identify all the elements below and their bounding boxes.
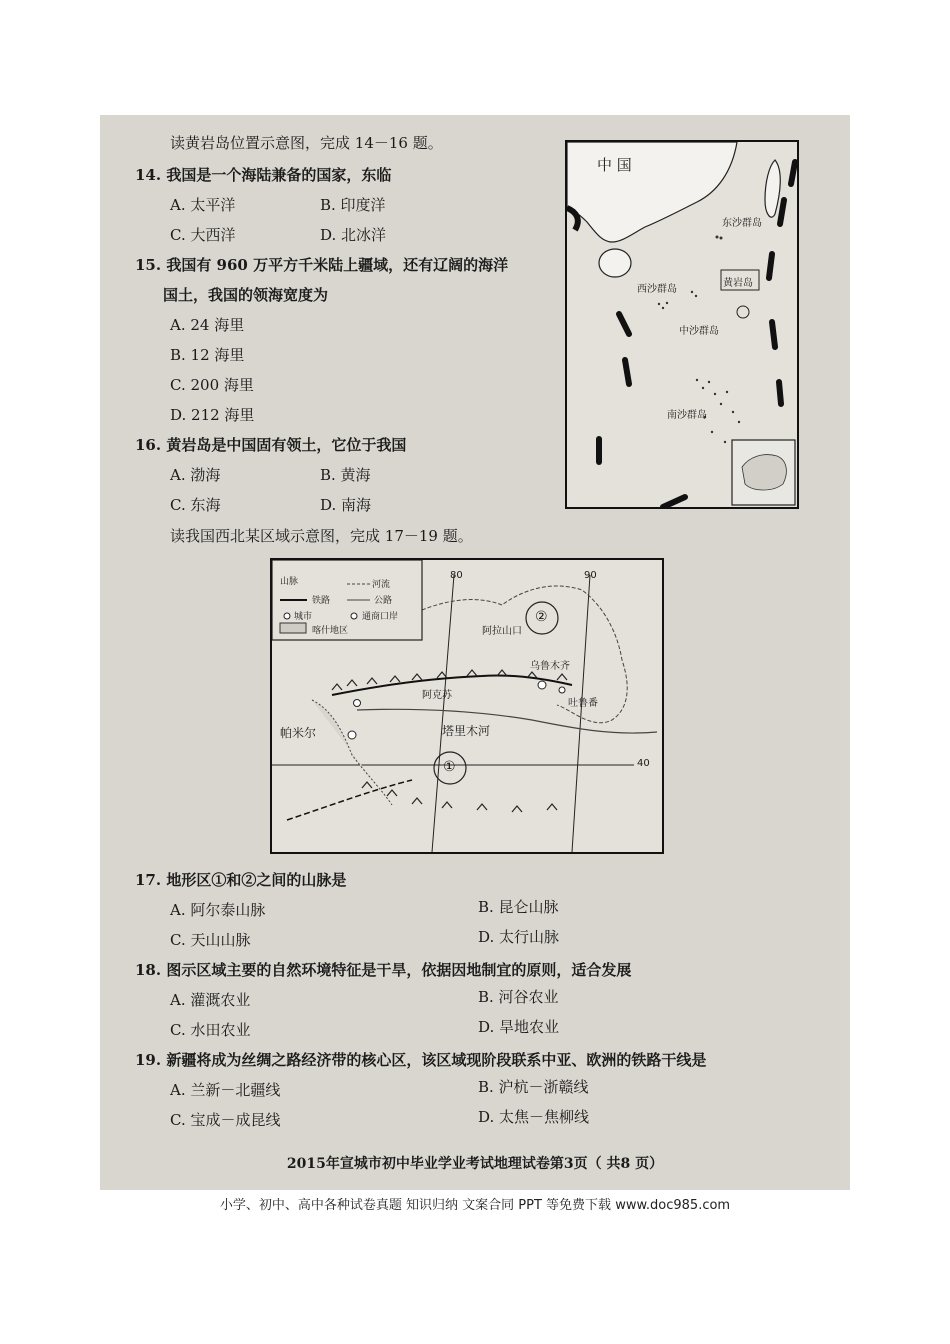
label-turpan: 吐鲁番 [568, 698, 598, 709]
q17-option-b: B. 昆仑山脉 [478, 898, 559, 916]
longitude-80: 80 [450, 570, 463, 581]
legend-port: 通商口岸 [362, 612, 399, 622]
northwest-region-map [270, 558, 664, 854]
map1-dongsha-label: 东沙群岛 [722, 218, 762, 229]
question-15-stem-2: 国土，我国的领海宽度为 [163, 286, 329, 304]
legend-mountain: 山脉 [280, 577, 299, 587]
q16-option-d: D. 南海 [320, 496, 372, 514]
q17-option-d: D. 太行山脉 [478, 928, 560, 946]
q17-option-c: C. 天山山脉 [170, 931, 251, 949]
q14-option-d: D. 北冰洋 [320, 226, 387, 244]
huangyan-island-map [565, 140, 799, 509]
q16-option-a: A. 渤海 [170, 466, 221, 484]
label-region-2: ② [535, 609, 548, 625]
q14-option-c: C. 大西洋 [170, 226, 236, 244]
q18-option-c: C. 水田农业 [170, 1021, 251, 1039]
q14-option-a: A. 太平洋 [170, 196, 236, 214]
q16-option-c: C. 东海 [170, 496, 221, 514]
q14-option-b: B. 印度洋 [320, 196, 386, 214]
label-alashankou: 阿拉山口 [482, 626, 522, 637]
latitude-40: 40 [637, 758, 650, 769]
q19-option-a: A. 兰新－北疆线 [170, 1081, 281, 1099]
label-tarim-river: 塔里木河 [442, 724, 491, 738]
q15-option-b: B. 12 海里 [170, 346, 245, 364]
label-aksu: 阿克苏 [422, 690, 452, 701]
question-15-stem: 15. 我国有 960 万平方千米陆上疆域，还有辽阔的海洋 [135, 256, 509, 274]
question-16-stem: 16. 黄岩岛是中国固有领土，它位于我国 [135, 436, 407, 454]
q15-option-d: D. 212 海里 [170, 406, 255, 424]
map1-xisha-label: 西沙群岛 [637, 284, 677, 295]
legend-karst: 喀什地区 [312, 626, 349, 636]
q19-option-d: D. 太焦－焦柳线 [478, 1108, 590, 1126]
label-urumqi: 乌鲁木齐 [530, 661, 570, 672]
map1-zhongsha-label: 中沙群岛 [679, 326, 719, 337]
map1-china-label: 中 国 [597, 156, 632, 174]
question-19-stem: 19. 新疆将成为丝绸之路经济带的核心区，该区域现阶段联系中亚、欧洲的铁路干线是 [135, 1051, 707, 1069]
map1-nansha-label: 南沙群岛 [667, 410, 707, 421]
q18-option-b: B. 河谷农业 [478, 988, 559, 1006]
label-pamir: 帕米尔 [280, 726, 317, 740]
download-note: 小学、初中、高中各种试卷真题 知识归纳 文案合同 PPT 等免费下载 www.doc985.com [219, 1198, 731, 1213]
legend-city: 城市 [294, 612, 313, 622]
question-17-stem: 17. 地形区①和②之间的山脉是 [135, 871, 347, 889]
legend-railway: 铁路 [312, 596, 331, 606]
scanned-exam-page [100, 115, 850, 1190]
q15-option-c: C. 200 海里 [170, 376, 254, 394]
intro-14-16: 读黄岩岛位置示意图，完成 14－16 题。 [170, 134, 443, 152]
q16-option-b: B. 黄海 [320, 466, 371, 484]
legend-river: 河流 [372, 580, 391, 590]
q19-option-b: B. 沪杭－浙赣线 [478, 1078, 589, 1096]
northwest-map-drawing [272, 560, 662, 852]
q15-option-a: A. 24 海里 [170, 316, 245, 334]
q19-option-c: C. 宝成－成昆线 [170, 1111, 281, 1129]
longitude-90: 90 [584, 570, 597, 581]
map1-huangyan-label: 黄岩岛 [723, 278, 753, 289]
page-footer: 2015年宣城市初中毕业学业考试地理试卷第3页（ 共8 页） [286, 1156, 664, 1172]
question-14-stem: 14. 我国是一个海陆兼备的国家，东临 [135, 166, 392, 184]
q17-option-a: A. 阿尔泰山脉 [170, 901, 266, 919]
intro-17-19: 读我国西北某区域示意图，完成 17－19 题。 [170, 527, 473, 545]
question-18-stem: 18. 图示区域主要的自然环境特征是干旱，依据因地制宜的原则，适合发展 [135, 961, 632, 979]
q18-option-d: D. 旱地农业 [478, 1018, 560, 1036]
q18-option-a: A. 灌溉农业 [170, 991, 251, 1009]
label-region-1: ① [443, 759, 456, 775]
legend-road: 公路 [374, 596, 393, 606]
